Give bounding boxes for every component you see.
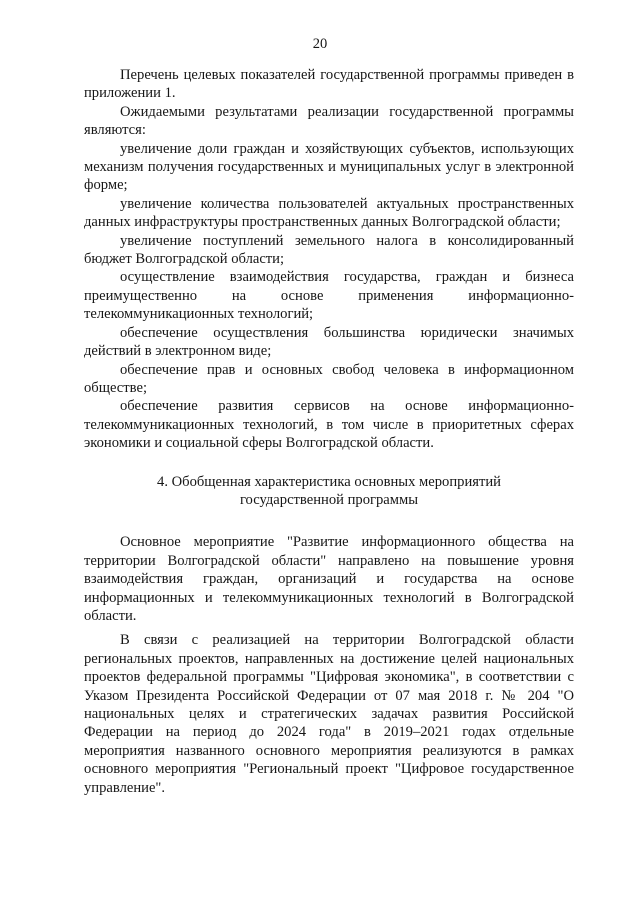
list-item: обеспечение прав и основных свобод человека в информационном обществе;: [84, 361, 574, 396]
list-item: осуществление взаимодействия государства, граждан и бизнеса преимущественно на основе применения информационно-телекоммуникационных технологий;: [84, 269, 574, 323]
paragraph: Ожидаемыми результатами реализации государственной программы являются:: [84, 103, 574, 139]
paragraph: Основное мероприятие "Развитие информационного общества на территории Волгоградской области" направлено на повышение уровня взаимодействия граждан, организаций и государства на основе информационных и телекоммуникационных технологий в Волгоградской области.: [84, 534, 574, 624]
list-item: обеспечение развития сервисов на основе информационно-телекоммуникационных технологий, в том числе в приоритетных сферах экономики и социальной сферы Волгоградской области.: [84, 398, 574, 452]
list-item: увеличение количества пользователей актуальных пространственных данных инфраструктуры пространственных данных Волгоградской области;: [84, 195, 574, 231]
paragraph: Перечень целевых показателей государственной программы приведен в приложении 1.: [84, 67, 574, 102]
paragraph: В связи с реализацией на территории Волгоградской области региональных проектов, направленных на достижение целей национальных проектов федеральной программы "Цифровая экономика", в соответствии с Указом Президента Российской Федерации от 07 мая 2018 г. № 204 "О национальных целях и стратегических задачах развития Российской Федерации на период до 2024 года" в 2019–2021 годах отдельные мероприятия названного основного мероприятия реализуются в рамках основного мероприятия "Региональный проект "Цифровое государственное управление".: [84, 632, 574, 796]
section-heading-line: государственной программы: [239, 491, 419, 508]
page-number: 20: [312, 36, 328, 52]
document-body: [84, 66, 574, 797]
section-heading: [84, 473, 574, 510]
list-item: обеспечение осуществления большинства юридически значимых действий в электронном виде;: [84, 324, 574, 360]
list-item: увеличение поступлений земельного налога в консолидированный бюджет Волгоградской области;: [84, 232, 574, 268]
list-item: увеличение доли граждан и хозяйствующих субъектов, использующих механизм получения государственных и муниципальных услуг в электронной форме;: [84, 140, 574, 194]
section-heading-line: 4. Обобщенная характеристика основных мероприятий: [157, 473, 501, 490]
